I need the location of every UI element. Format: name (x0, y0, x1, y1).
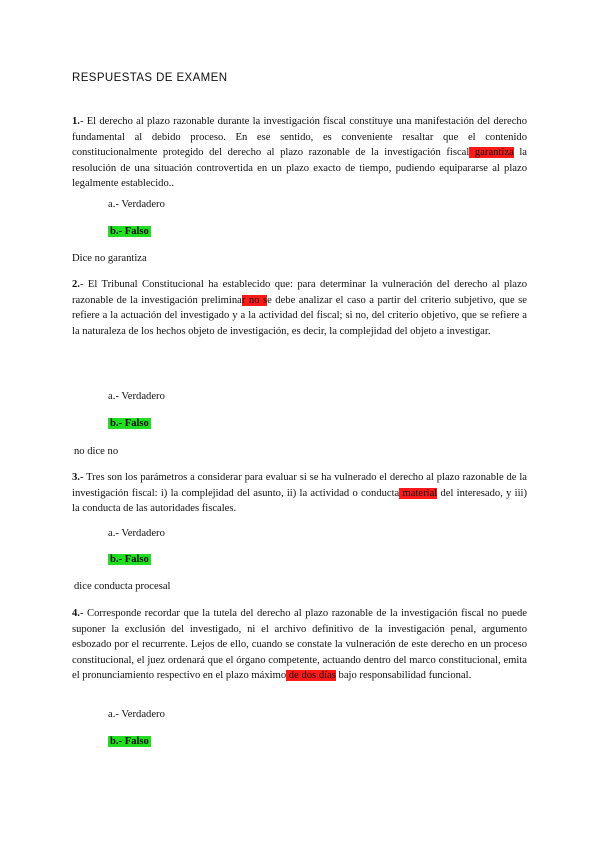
option-b-answer: b.- Falso (110, 554, 149, 565)
question-text-end: bajo responsabilidad funcional. (335, 670, 472, 682)
option-b-answer: b.- Falso (110, 226, 149, 237)
question-text-end: e debe analizar el caso a partir del criterio subjetivo, que se refiere a la actuación del investigado y a la actividad del fiscal; si no, del criterio objetivo, que se refiere a la naturaleza de los hechos objeto de investigación, es decir, la complejidad del objeto a investigar. (72, 294, 527, 337)
question-number: 4. (72, 608, 80, 619)
option-a: a.- Verdadero (108, 709, 165, 720)
question-text-start: - Corresponde recordar que la tutela del derecho al plazo razonable de la investigación fiscal no puede suponer la exclusión del investigado, ni el archivo definitivo de la investigación penal, argumento esbozado por el recurrente. Lejos de ello, cuando se constate la vulneración de este derecho en un proceso constitucional, el juez ordenará que el órgano competente, actuando dentro del marco constitucional, emita el pronunciamiento respectivo en el plazo máximo (72, 608, 527, 682)
question-2-text (72, 277, 527, 339)
highlighted-text: de dos días (286, 670, 336, 682)
highlighted-text: r no s (241, 294, 268, 306)
option-a: a.- Verdadero (108, 528, 165, 539)
answer-note: no dice no (74, 446, 119, 457)
option-a: a.- Verdadero (108, 391, 165, 402)
question-4-text (72, 606, 527, 684)
question-3-text (72, 470, 527, 517)
question-number: 2. (72, 279, 80, 290)
question-1-text (72, 114, 527, 192)
highlighted-text: garantiza (469, 147, 514, 159)
option-b-answer: b.- Falso (110, 736, 149, 747)
option-b-answer: b.- Falso (110, 418, 149, 429)
option-a: a.- Verdadero (108, 199, 165, 210)
page-title: RESPUESTAS DE EXAMEN (72, 72, 228, 84)
question-text-end: la resolución de una situación controvertida en un plazo exacto de tiempo, pudiendo equipararse al plazo legalmente establecido.. (72, 147, 528, 190)
question-number: 1. (72, 116, 80, 127)
question-text-start: - Tres son los parámetros a considerar para evaluar si se ha vulnerado el derecho al plazo razonable de la investigación fiscal: i) la complejidad del asunto, ii) la actividad o conducta (72, 472, 527, 499)
highlighted-text: material (399, 487, 438, 499)
question-text-end: del interesado, y iii) la conducta de las autoridades fiscales. (72, 487, 527, 515)
answer-note: Dice no garantiza (72, 253, 147, 264)
answer-note: dice conducta procesal (74, 581, 171, 592)
question-number: 3. (72, 472, 80, 483)
question-text-start: - El Tribunal Constitucional ha establecido que: para determinar la vulneración del derecho al plazo razonable de la investigación prelimina (72, 279, 527, 306)
question-text-start: - El derecho al plazo razonable durante la investigación fiscal constituye una manifestación del derecho fundamental al debido proceso. En ese sentido, es conveniente resaltar que el contenido constitucionalmente protegido del derecho al plazo razonable de la investigación fiscal (72, 116, 527, 159)
